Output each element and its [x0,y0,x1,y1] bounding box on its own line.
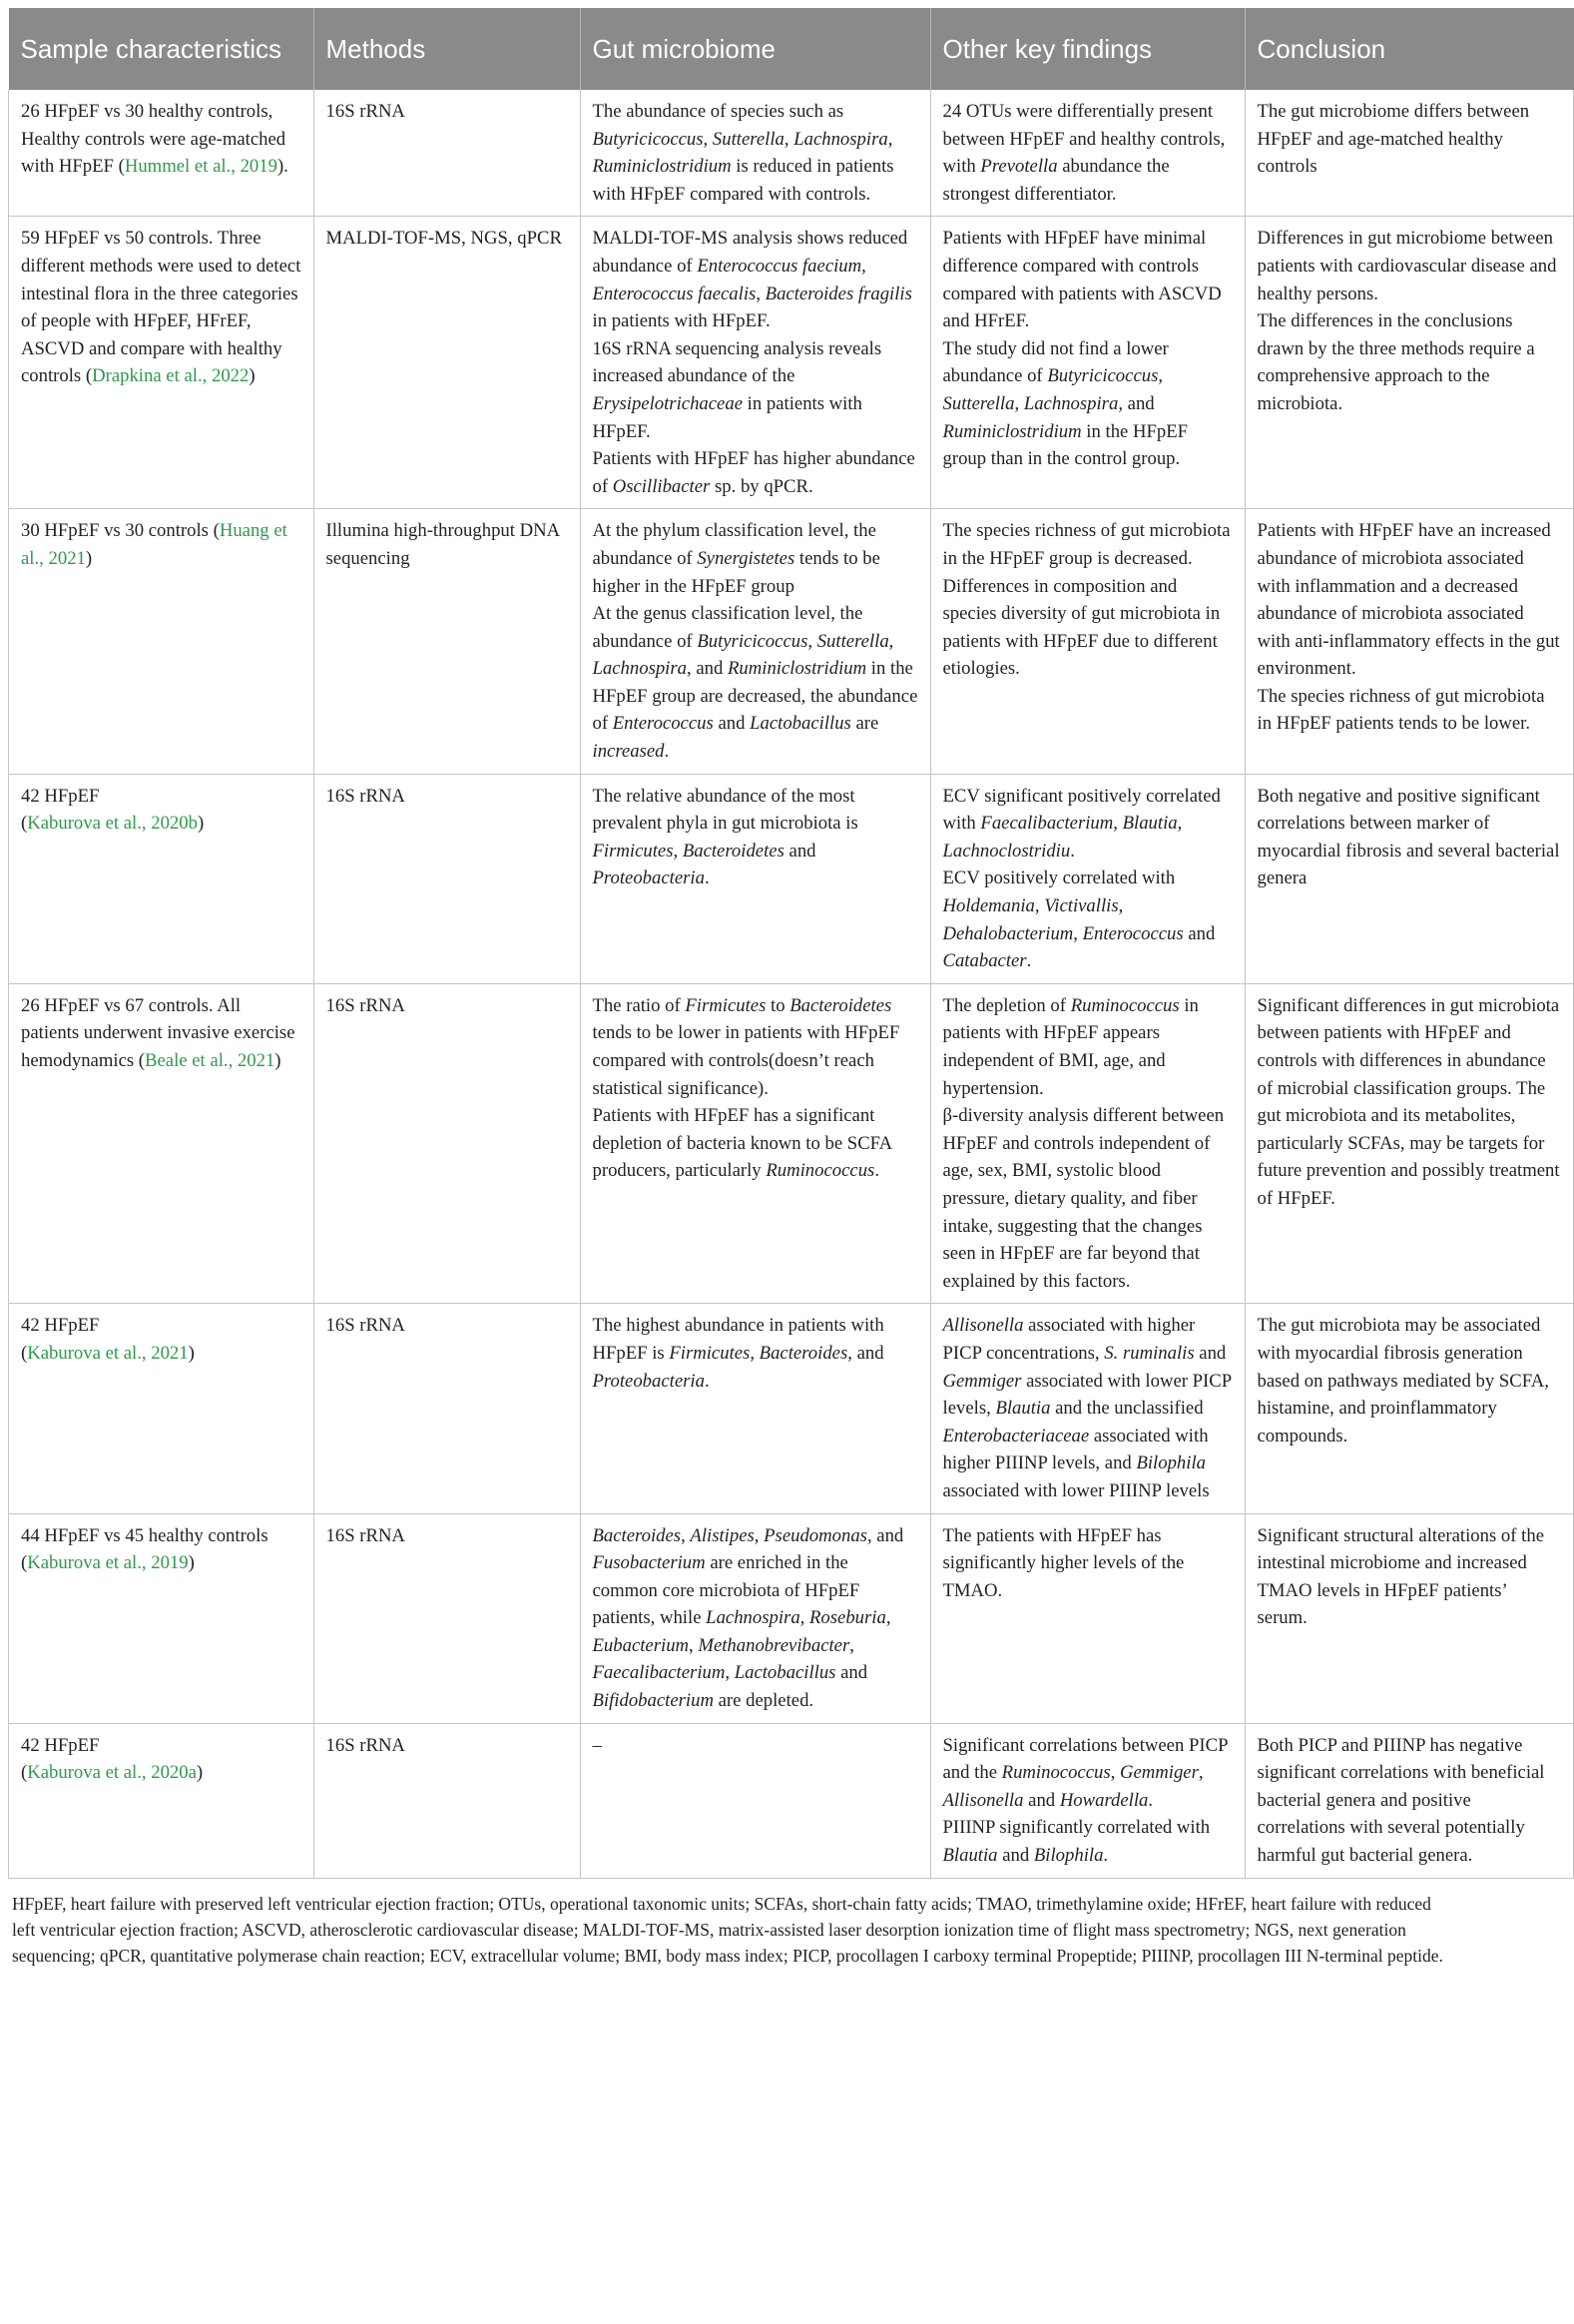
table-row [9,217,1574,509]
cell-conclusion: The gut microbiota may be associated with myocardial fibrosis generation based on pathways mediated by SCFA, histamine, and proinflammatory compounds. [1245,1304,1574,1513]
table-row [9,1723,1574,1878]
header-methods: Methods [313,8,580,90]
cell-gut-microbiome: The abundance of species such as Butyricicoccus, Sutterella, Lachnospira, Ruminiclostridium is reduced in patients with HFpEF compared with controls. [580,90,930,217]
cell-sample-characteristics: 42 HFpEF (Kaburova et al., 2020b) [9,774,314,983]
cell-methods: 16S rRNA [313,1513,580,1723]
cell-other-key-findings: The species richness of gut microbiota in the HFpEF group is decreased. Differences in composition and species diversity of gut microbiota in patients with HFpEF due to different etiologies. [930,509,1245,774]
cell-other-key-findings: Allisonella associated with higher PICP concentrations, S. ruminalis and Gemmiger associated with lower PICP levels, Blautia and the unclassified Enterobacteriaceae associated with higher PIIINP levels, and Bilophila associated with lower PIIINP levels [930,1304,1245,1513]
reference-link[interactable]: Hummel et al., 2019 [124,156,277,178]
reference-link[interactable]: Kaburova et al., 2020b [27,813,198,835]
header-other-key-findings: Other key findings [930,8,1245,90]
header-gut-microbiome: Gut microbiome [580,8,930,90]
cell-sample-characteristics: 30 HFpEF vs 30 controls (Huang et al., 2021) [9,509,314,774]
cell-conclusion: Both PICP and PIIINP has negative significant correlations with beneficial bacterial genera and positive correlations with several potentially harmful gut bacterial genera. [1245,1723,1574,1878]
table-row [9,774,1574,983]
reference-link[interactable]: Kaburova et al., 2021 [27,1342,189,1364]
cell-sample-characteristics: 42 HFpEF (Kaburova et al., 2020a) [9,1723,314,1878]
header-conclusion: Conclusion [1245,8,1574,90]
cell-other-key-findings: ECV significant positively correlated with Faecalibacterium, Blautia, Lachnoclostridiu. ECV positively correlated with Holdemania, Victivallis, Dehalobacterium, Enterococcus and Catabacter. [930,774,1245,983]
table-body [9,90,1574,1878]
cell-sample-characteristics: 42 HFpEF (Kaburova et al., 2021) [9,1304,314,1513]
table-header-row [9,8,1574,90]
cell-conclusion: Patients with HFpEF have an increased abundance of microbiota associated with inflammation and a decreased abundance of microbiota associated with anti-inflammatory effects in the gut environment. The species richness of gut microbiota in HFpEF patients tends to be lower. [1245,509,1574,774]
reference-link[interactable]: Huang et al., 2021 [21,520,287,569]
cell-gut-microbiome: MALDI-TOF-MS analysis shows reduced abundance of Enterococcus faecium, Enterococcus faecalis, Bacteroides fragilis in patients with HFpEF. 16S rRNA sequencing analysis reveals increased abundance of the Erysipelotrichaceae in patients with HFpEF. Patients with HFpEF has higher abundance of Oscillibacter sp. by qPCR. [580,217,930,509]
table-footnote: HFpEF, heart failure with preserved left ventricular ejection fraction; OTUs, operational taxonomic units; SCFAs, short-chain fatty acids; TMAO, trimethylamine oxide; HFrEF, heart failure with reduced left ventricular ejection fraction; ASCVD, atherosclerotic cardiovascular disease; MALDI-TOF-MS, matrix-assisted laser desorption ionization time of flight mass spectrometry; NGS, next generation sequencing; qPCR, quantitative polymerase chain reaction; ECV, extracellular volume; BMI, body mass index; PICP, procollagen I carboxy terminal Propeptide; PIIINP, procollagen III N-terminal peptide. [12,1893,1443,1966]
cell-gut-microbiome: The relative abundance of the most prevalent phyla in gut microbiota is Firmicutes, Bacteroidetes and Proteobacteria. [580,774,930,983]
cell-conclusion: The gut microbiome differs between HFpEF and age-matched healthy controls [1245,90,1574,217]
cell-sample-characteristics: 59 HFpEF vs 50 controls. Three different methods were used to detect intestinal flora in the three categories of people with HFpEF, HFrEF, ASCVD and compare with healthy controls (Drapkina et al., 2022) [9,217,314,509]
cell-methods: MALDI-TOF-MS, NGS, qPCR [313,217,580,509]
cell-gut-microbiome: At the phylum classification level, the abundance of Synergistetes tends to be higher in the HFpEF group At the genus classification level, the abundance of Butyricicoccus, Sutterella, Lachnospira, and Ruminiclostridium in the HFpEF group are decreased, the abundance of Enterococcus and Lactobacillus are increased. [580,509,930,774]
cell-gut-microbiome: Bacteroides, Alistipes, Pseudomonas, and Fusobacterium are enriched in the common core microbiota of HFpEF patients, while Lachnospira, Roseburia, Eubacterium, Methanobrevibacter, Faecalibacterium, Lactobacillus and Bifidobacterium are depleted. [580,1513,930,1723]
cell-conclusion: Differences in gut microbiome between patients with cardiovascular disease and healthy persons. The differences in the conclusions drawn by the three methods require a comprehensive approach to the microbiota. [1245,217,1574,509]
reference-link[interactable]: Beale et al., 2021 [145,1050,275,1071]
cell-other-key-findings: The patients with HFpEF has significantly higher levels of the TMAO. [930,1513,1245,1723]
cell-methods: 16S rRNA [313,1723,580,1878]
cell-methods: Illumina high-throughput DNA sequencing [313,509,580,774]
cell-methods: 16S rRNA [313,90,580,217]
cell-sample-characteristics: 26 HFpEF vs 30 healthy controls, Healthy controls were age-matched with HFpEF (Hummel et al., 2019). [9,90,314,217]
cell-gut-microbiome: The highest abundance in patients with HFpEF is Firmicutes, Bacteroides, and Proteobacteria. [580,1304,930,1513]
cell-methods: 16S rRNA [313,983,580,1304]
table-row [9,1513,1574,1723]
findings-table [8,8,1574,1879]
table-row [9,1304,1574,1513]
table-row [9,509,1574,774]
cell-conclusion: Significant differences in gut microbiota between patients with HFpEF and controls with differences in abundance of microbial classification groups. The gut microbiota and its metabolites, particularly SCFAs, may be targets for future prevention and possibly treatment of HFpEF. [1245,983,1574,1304]
cell-other-key-findings: 24 OTUs were differentially present between HFpEF and healthy controls, with Prevotella abundance the strongest differentiator. [930,90,1245,217]
cell-other-key-findings: The depletion of Ruminococcus in patients with HFpEF appears independent of BMI, age, and hypertension. β-diversity analysis different between HFpEF and controls independent of age, sex, BMI, systolic blood pressure, dietary quality, and fiber intake, suggesting that the changes seen in HFpEF are far beyond that explained by this factors. [930,983,1245,1304]
table-row [9,90,1574,217]
header-sample-characteristics: Sample characteristics [9,8,314,90]
cell-other-key-findings: Significant correlations between PICP and the Ruminococcus, Gemmiger, Allisonella and Howardella. PIIINP significantly correlated with Blautia and Bilophila. [930,1723,1245,1878]
cell-conclusion: Both negative and positive significant correlations between marker of myocardial fibrosis and several bacterial genera [1245,774,1574,983]
cell-other-key-findings: Patients with HFpEF have minimal difference compared with controls compared with patients with ASCVD and HFrEF. The study did not find a lower abundance of Butyricicoccus, Sutterella, Lachnospira, and Ruminiclostridium in the HFpEF group than in the control group. [930,217,1245,509]
reference-link[interactable]: Kaburova et al., 2020a [27,1762,197,1784]
reference-link[interactable]: Drapkina et al., 2022 [92,365,250,387]
cell-sample-characteristics: 44 HFpEF vs 45 healthy controls (Kaburova et al., 2019) [9,1513,314,1723]
table-row [9,983,1574,1304]
cell-gut-microbiome: The ratio of Firmicutes to Bacteroidetes tends to be lower in patients with HFpEF compared with controls(doesn’t reach statistical significance). Patients with HFpEF has a significant depletion of bacteria known to be SCFA producers, particularly Ruminococcus. [580,983,930,1304]
cell-methods: 16S rRNA [313,774,580,983]
cell-methods: 16S rRNA [313,1304,580,1513]
cell-conclusion: Significant structural alterations of the intestinal microbiome and increased TMAO levels in HFpEF patients’ serum. [1245,1513,1574,1723]
reference-link[interactable]: Kaburova et al., 2019 [27,1552,189,1574]
cell-sample-characteristics: 26 HFpEF vs 67 controls. All patients underwent invasive exercise hemodynamics (Beale et al., 2021) [9,983,314,1304]
cell-gut-microbiome: – [580,1723,930,1878]
document [8,8,1560,1969]
